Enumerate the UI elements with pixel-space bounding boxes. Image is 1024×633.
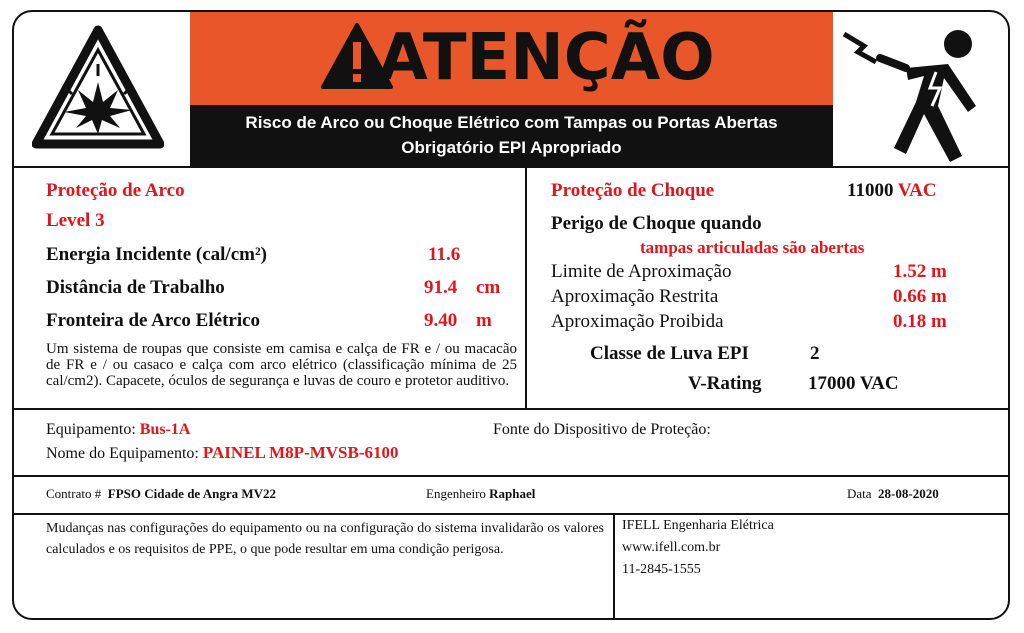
- banner-title-area: [190, 12, 833, 105]
- divider: [12, 513, 1010, 515]
- working-distance-unit: cm: [476, 277, 501, 298]
- equipment-name: [46, 443, 399, 463]
- shock-voltage: [847, 180, 937, 202]
- arc-section-title: Proteção de Arco: [46, 180, 185, 201]
- restricted-approach-value: 0.66 m: [893, 286, 947, 307]
- prohibited-approach-label: Aproximação Proibida: [551, 311, 724, 332]
- disclaimer: Mudanças nas configurações do equipamento ou na configuração do sistema invalidarão os valores calculados e os requisitos de PPE, o que pode resultar em uma condição perigosa.: [46, 521, 604, 557]
- arc-level: Level 3: [46, 210, 105, 231]
- engineer-value: Raphael: [489, 486, 536, 501]
- divider: [525, 166, 527, 408]
- equipment-name-value: PAINEL M8P-MVSB-6100: [202, 443, 399, 462]
- banner-subtitle-line2: Obrigatório EPI Apropriado: [401, 138, 622, 157]
- banner-subtitle: [190, 110, 833, 160]
- device-source-label: Fonte do Dispositivo de Proteção:: [493, 421, 711, 438]
- incident-energy-value: 11.6: [428, 244, 461, 265]
- banner-subtitle-line1: Risco de Arco ou Choque Elétrico com Tampas ou Portas Abertas: [245, 113, 778, 132]
- arc-boundary-unit: m: [476, 310, 492, 331]
- divider: [12, 408, 1010, 410]
- shock-hazard-line2: tampas articuladas são abertas: [640, 238, 865, 257]
- date-label: Data: [847, 486, 872, 501]
- engineer-label: Engenheiro: [426, 486, 486, 501]
- company-name: IFELL Engenharia Elétrica: [622, 518, 774, 533]
- warning-banner: [190, 12, 833, 166]
- engineer: [426, 486, 535, 502]
- shock-hazard-line1: Perigo de Choque quando: [551, 213, 762, 234]
- limited-approach-value: 1.52 m: [893, 261, 947, 282]
- working-distance-label: Distância de Trabalho: [46, 277, 225, 298]
- divider: [12, 166, 1010, 168]
- v-rating-value: 17000 VAC: [808, 373, 899, 394]
- ppe-description: Um sistema de roupas que consiste em camisa e calça de FR e / ou macacão de FR e / ou casaco e calça com arco elétrico (classificação mínima de 25 cal/cm2). Capacete, óculos de segurança e luvas de couro e protetor auditivo.: [46, 341, 517, 389]
- arc-boundary-label: Fronteira de Arco Elétrico: [46, 310, 261, 331]
- arc-boundary-value: 9.40: [424, 310, 458, 331]
- equipment-name-label: Nome do Equipamento:: [46, 445, 199, 462]
- equipment: [46, 421, 190, 439]
- equipment-value: Bus-1A: [139, 421, 191, 438]
- arc-flash-icon: [32, 24, 164, 150]
- glove-class-value: 2: [810, 343, 820, 364]
- date: [847, 486, 939, 502]
- shock-section-title: Proteção de Choque: [551, 180, 715, 201]
- electric-shock-icon: [836, 16, 996, 164]
- restricted-approach-label: Aproximação Restrita: [551, 286, 719, 307]
- prohibited-approach-value: 0.18 m: [893, 311, 947, 332]
- divider: [12, 475, 1010, 477]
- incident-energy-label: Energia Incidente (cal/cm²): [46, 244, 267, 265]
- limited-approach-label: Limite de Aproximação: [551, 261, 732, 282]
- date-value: 28-08-2020: [878, 486, 939, 501]
- shock-voltage-unit: VAC: [897, 180, 937, 201]
- contract: [46, 486, 276, 502]
- contract-value: FPSO Cidade de Angra MV22: [107, 486, 277, 501]
- company-website: www.ifell.com.br: [622, 540, 721, 555]
- equipment-label: Equipamento:: [46, 421, 136, 438]
- divider: [613, 513, 615, 620]
- working-distance-value: 91.4: [424, 277, 458, 298]
- glove-class-label: Classe de Luva EPI: [590, 343, 749, 364]
- shock-voltage-value: 11000: [847, 180, 894, 201]
- contract-label: Contrato #: [46, 486, 102, 501]
- company-phone: 11-2845-1555: [622, 562, 701, 577]
- page-title: ATENÇÃO: [378, 21, 715, 95]
- v-rating-label: V-Rating: [688, 373, 762, 394]
